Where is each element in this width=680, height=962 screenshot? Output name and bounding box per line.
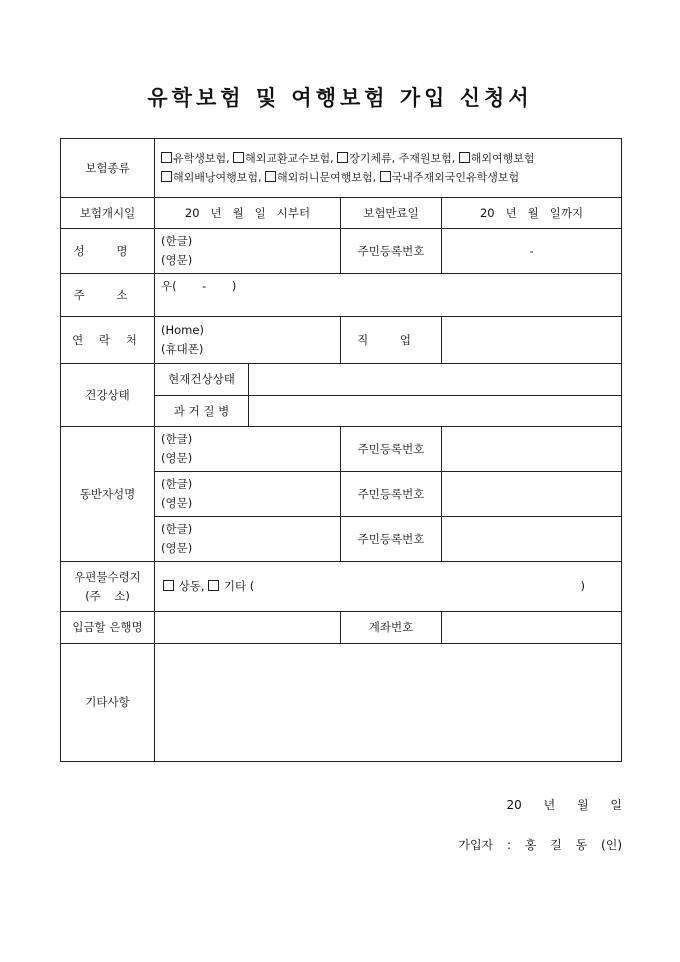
address-label: 주 소 <box>61 274 155 317</box>
options-line-2 <box>161 168 615 187</box>
mail-label-line2: (주 소) <box>85 588 130 603</box>
insurance-type-options <box>155 139 622 198</box>
name-label: 성 명 <box>61 229 155 274</box>
option-label: 해외교환교수보험, <box>245 152 334 165</box>
option-label: 해외배낭여행보험, <box>173 171 262 184</box>
end-date-field[interactable]: 20 년 월 일까지 <box>442 198 622 229</box>
option-label: 유학생보험, <box>173 152 230 165</box>
companion-name-field[interactable] <box>155 427 341 472</box>
contact-field[interactable] <box>155 317 341 364</box>
checkbox[interactable] <box>337 152 348 163</box>
option-label: 장기체류, 주재원보험, <box>349 152 456 165</box>
job-label: 직 업 <box>341 317 442 364</box>
english-name-label: (영문) <box>161 496 193 510</box>
checkbox[interactable] <box>208 580 219 591</box>
end-date-label: 보험만료일 <box>341 198 442 229</box>
remarks-field[interactable] <box>155 644 622 762</box>
start-date-field[interactable]: 20 년 월 일 시부터 <box>155 198 341 229</box>
korean-name-label: (한글) <box>161 477 193 491</box>
mail-label <box>61 562 155 612</box>
period-row <box>61 198 622 229</box>
checkbox[interactable] <box>161 152 172 163</box>
options-line-1 <box>161 149 615 168</box>
account-field[interactable] <box>442 612 622 644</box>
english-name-label: (영문) <box>161 253 193 267</box>
option-label: 해외허니문여행보험, <box>277 171 377 184</box>
korean-name-label: (한글) <box>161 432 193 446</box>
current-health-field[interactable] <box>249 364 622 396</box>
companion-row <box>61 427 622 472</box>
rrn-field[interactable]: - <box>442 229 622 274</box>
companion-rrn-label: 주민등록번호 <box>341 517 442 562</box>
option-label: 국내주재외국인유학생보험 <box>391 171 520 184</box>
insurance-type-label: 보험종류 <box>61 139 155 198</box>
companion-rrn-field[interactable] <box>442 472 622 517</box>
companion-rrn-field[interactable] <box>442 427 622 472</box>
bank-field[interactable] <box>155 612 341 644</box>
companions-label: 동반자성명 <box>61 427 155 562</box>
other-address-option: 기타 ( <box>223 579 255 593</box>
job-field[interactable] <box>442 317 622 364</box>
mail-options <box>155 562 622 612</box>
english-name-label: (영문) <box>161 451 193 465</box>
companion-name-field[interactable] <box>155 472 341 517</box>
companion-rrn-field[interactable] <box>442 517 622 562</box>
other-address-close: ) <box>580 579 586 593</box>
account-label: 계좌번호 <box>341 612 442 644</box>
bank-label: 입금할 은행명 <box>61 612 155 644</box>
address-field[interactable]: 우( - ) <box>155 274 622 317</box>
current-health-label: 현재건상상태 <box>155 364 249 396</box>
checkbox[interactable] <box>459 152 470 163</box>
mail-label-line1: 우편물수령지 <box>74 569 141 584</box>
footer-signature: 가입자 : 홍 길 동 (인) <box>458 838 622 852</box>
insurance-type-row <box>61 139 622 198</box>
korean-name-label: (한글) <box>161 522 193 536</box>
remarks-row <box>61 644 622 762</box>
start-date-label: 보험개시일 <box>61 198 155 229</box>
checkbox[interactable] <box>161 171 172 182</box>
korean-name-label: (한글) <box>161 234 193 248</box>
health-label: 건강상태 <box>61 364 155 427</box>
contact-label: 연 락 처 <box>61 317 155 364</box>
past-illness-label: 과 거 질 병 <box>155 396 249 427</box>
english-name-label: (영문) <box>161 541 193 555</box>
checkbox[interactable] <box>233 152 244 163</box>
checkbox[interactable] <box>163 580 174 591</box>
mobile-phone-label: (휴대폰) <box>161 342 204 356</box>
checkbox[interactable] <box>265 171 276 182</box>
same-address-option: 상동, <box>178 579 205 593</box>
rrn-label: 주민등록번호 <box>341 229 442 274</box>
health-row-current <box>61 364 622 396</box>
checkbox[interactable] <box>380 171 391 182</box>
past-illness-field[interactable] <box>249 396 622 427</box>
companion-name-field[interactable] <box>155 517 341 562</box>
application-form <box>60 138 622 762</box>
companion-rrn-label: 주민등록번호 <box>341 472 442 517</box>
mail-row <box>61 562 622 612</box>
contact-row <box>61 317 622 364</box>
home-phone-label: (Home) <box>161 323 204 337</box>
option-label: 해외여행보험 <box>470 152 535 165</box>
address-row <box>61 274 622 317</box>
footer-date: 20 년 월 일 <box>506 798 622 812</box>
name-row <box>61 229 622 274</box>
bank-row <box>61 612 622 644</box>
companion-rrn-label: 주민등록번호 <box>341 427 442 472</box>
remarks-label: 기타사항 <box>61 644 155 762</box>
page-title: 유학보험 및 여행보험 가입 신청서 <box>147 85 533 110</box>
name-field[interactable] <box>155 229 341 274</box>
